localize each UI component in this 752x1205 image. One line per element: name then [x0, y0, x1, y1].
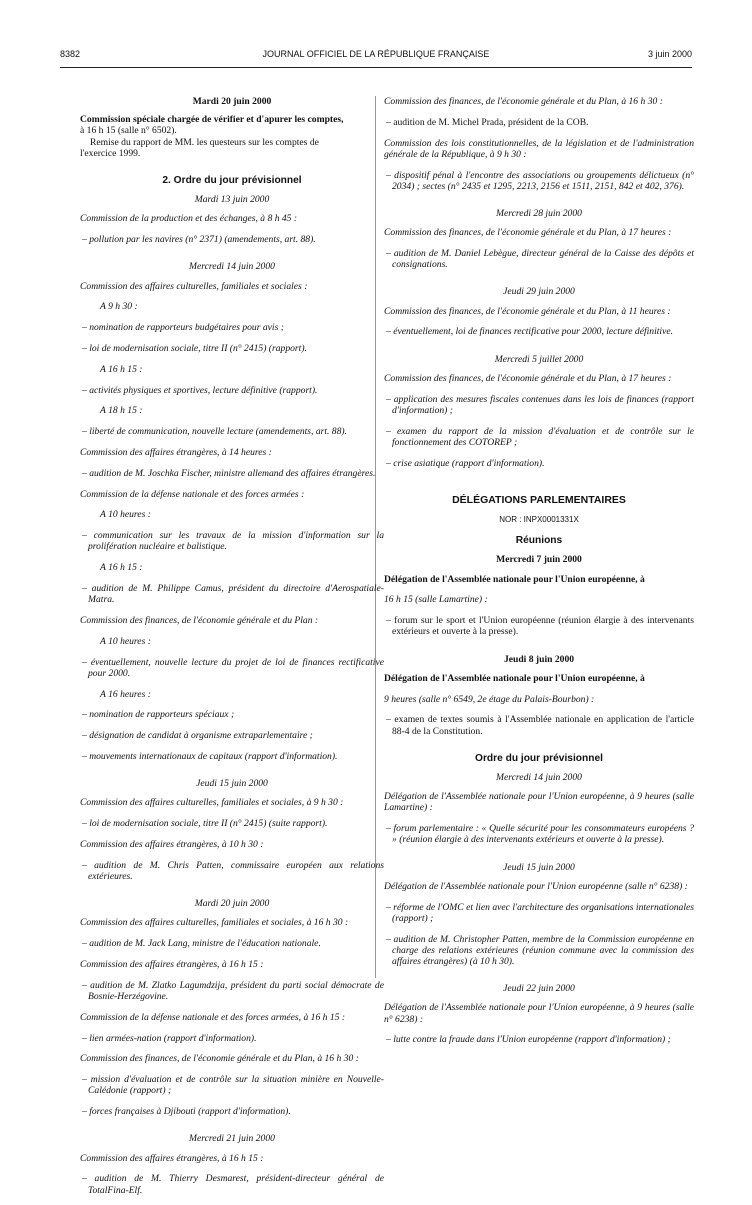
time-line: A 16 h 15 :: [100, 562, 143, 574]
agenda-item: – audition de M. Chris Patten, commissaire européen aux relations extérieures.: [82, 859, 384, 882]
right-column: [384, 96, 694, 1055]
time-line: A 16 heures :: [100, 688, 151, 700]
agenda-item: – désignation de candidat à organisme extraparlementaire ;: [82, 730, 313, 742]
delegation-line: Délégation de l'Assemblée nationale pour l'Union européenne, à 9 heures (salle n° 6238) :: [384, 1002, 694, 1025]
agenda-item: – dispositif pénal à l'encontre des associations ou groupements délictueux (n° 2034) ; sectes (n° 2435 et 1295, 2213, 2156 et 1511, 2151, 842 et 402, 376).: [386, 169, 694, 192]
commission-line: Commission de la production et des échanges, à 8 h 45 :: [80, 213, 298, 225]
agenda-item: – pollution par les navires (n° 2371) (amendements, art. 88).: [82, 234, 316, 246]
journal-title: JOURNAL OFFICIEL DE LA RÉPUBLIQUE FRANÇAISE: [262, 49, 490, 59]
agenda-item: – réforme de l'OMC et lien avec l'architecture des organisations internationales (rapport) ;: [386, 901, 694, 924]
time-line: A 10 heures :: [100, 635, 151, 647]
commission-line: Commission des affaires étrangères, à 16 h 15 :: [80, 958, 264, 970]
commission-line: Commission des finances, de l'économie générale et du Plan, à 11 heures :: [384, 305, 671, 317]
agenda-item: – crise asiatique (rapport d'information).: [386, 457, 545, 469]
agenda-item: – éventuellement, nouvelle lecture du projet de loi de finances rectificative pour 2000.: [82, 656, 384, 679]
date-heading: Mardi 20 juin 2000: [194, 898, 270, 910]
agenda-item: – activités physiques et sportives, lecture définitive (rapport).: [82, 384, 318, 396]
agenda-item: – loi de modernisation sociale, titre II (n° 2415) (suite rapport).: [82, 818, 328, 830]
agenda-item: – forces françaises à Djibouti (rapport d'information).: [82, 1106, 291, 1118]
agenda-item: – forum parlementaire : « Quelle sécurité pour les consommateurs européens ? » (réunion élargie à des intervenants extérieurs et ouverte à la presse).: [386, 823, 694, 846]
section-title: Ordre du jour prévisionnel: [475, 752, 603, 764]
agenda-item: – examen de textes soumis à l'Assemblée nationale en application de l'article 88-4 de la Constitution.: [386, 714, 694, 737]
body-text: Remise du rapport de MM. les questeurs sur les comptes de: [90, 136, 319, 148]
agenda-item: – loi de modernisation sociale, titre II (n° 2415) (rapport).: [82, 343, 307, 355]
time-line: A 10 heures :: [100, 509, 151, 521]
agenda-item: – mission d'évaluation et de contrôle sur la situation minière en Nouvelle-Calédonie (rapport) ;: [82, 1074, 384, 1097]
commission-line: Commission des affaires culturelles, familiales et sociales :: [80, 280, 308, 292]
commission-line: Commission des affaires étrangères, à 14 heures :: [80, 447, 272, 458]
date-heading: Mercredi 14 juin 2000: [496, 772, 582, 784]
delegation-time: 16 h 15 (salle Lamartine) :: [384, 594, 488, 606]
date-heading: Jeudi 22 juin 2000: [503, 983, 575, 995]
commission-line: Commission des finances, de l'économie générale et du Plan, à 16 h 30 :: [384, 96, 663, 107]
agenda-item: – audition de M. Zlatko Lagumdzija, président du parti social démocrate de Bosnie-Herzégovine.: [82, 979, 384, 1002]
body-text: l'exercice 1999.: [80, 147, 141, 159]
agenda-item: – lutte contre la fraude dans l'Union européenne (rapport d'information) ;: [386, 1034, 671, 1046]
time-line: A 9 h 30 :: [100, 301, 138, 313]
agenda-item: – audition de M. Thierry Desmarest, président-directeur général de TotalFina-Elf.: [82, 1173, 384, 1196]
time-line: A 18 h 15 :: [100, 405, 143, 417]
commission-line: Commission spéciale chargée de vérifier et d'apurer les comptes,: [80, 114, 344, 126]
date-heading: Jeudi 15 juin 2000: [196, 778, 268, 790]
date-heading: Mercredi 14 juin 2000: [189, 261, 275, 273]
page-header: [60, 49, 692, 68]
delegation-line: Délégation de l'Assemblée nationale pour l'Union européenne, à: [384, 672, 645, 684]
delegation-line: Délégation de l'Assemblée nationale pour l'Union européenne (salle n° 6238) :: [384, 880, 688, 892]
agenda-item: – mouvements internationaux de capitaux (rapport d'information).: [82, 750, 338, 762]
agenda-item: – application des mesures fiscales contenues dans les lois de finances (rapport d'information) ;: [386, 393, 694, 416]
page-number: 8382: [60, 49, 81, 59]
agenda-item: – audition de M. Michel Prada, président de la COB.: [386, 116, 589, 128]
issue-date: 3 juin 2000: [647, 49, 692, 59]
delegation-line: Délégation de l'Assemblée nationale pour l'Union européenne, à 9 heures (salle Lamartine) :: [384, 791, 694, 814]
left-column: [80, 96, 384, 1205]
agenda-item: – examen du rapport de la mission d'évaluation et de contrôle sur le fonctionnement des COTOREP ;: [386, 425, 694, 448]
delegation-time: 9 heures (salle n° 6549, 2e étage du Palais-Bourbon) :: [384, 693, 595, 705]
date-heading: Jeudi 8 juin 2000: [503, 653, 575, 665]
commission-line: Commission des finances, de l'économie générale et du Plan, à 16 h 30 :: [80, 1053, 359, 1065]
date-heading: Mercredi 7 juin 2000: [496, 554, 582, 566]
agenda-item: – audition de M. Joschka Fischer, ministre allemand des affaires étrangères.: [82, 467, 376, 479]
commission-line: Commission de la défense nationale et des forces armées :: [80, 488, 305, 500]
date-heading: Mardi 13 juin 2000: [194, 194, 270, 206]
agenda-item: – nomination de rapporteurs spéciaux ;: [82, 709, 235, 721]
agenda-item: – audition de M. Christopher Patten, membre de la Commission européenne en charge des relations extérieures (réunion commune avec la commission des affaires étrangères) (à 10 h 30).: [386, 933, 694, 968]
time-line: A 16 h 15 :: [100, 363, 143, 375]
agenda-item: – liberté de communication, nouvelle lecture (amendements, art. 88).: [82, 426, 347, 438]
date-heading: Jeudi 15 juin 2000: [503, 861, 575, 873]
section-title: DÉLÉGATIONS PARLEMENTAIRES: [452, 493, 626, 506]
commission-time: à 16 h 15 (salle n° 6502).: [80, 125, 177, 137]
commission-line: Commission des affaires étrangères, à 16 h 15 :: [80, 1152, 264, 1164]
commission-line: Commission des lois constitutionnelles, de la législation et de l'administration générale de la République, à 9 h 30 :: [384, 137, 694, 160]
date-heading: Jeudi 29 juin 2000: [503, 286, 575, 298]
agenda-item: – audition de M. Jack Lang, ministre de l'éducation nationale.: [82, 938, 321, 950]
agenda-item: – lien armées-nation (rapport d'information).: [82, 1032, 257, 1044]
date-heading: Mercredi 28 juin 2000: [496, 208, 582, 219]
agenda-item: – nomination de rapporteurs budgétaires pour avis ;: [82, 322, 284, 334]
section-title: 2. Ordre du jour prévisionnel: [162, 175, 302, 187]
agenda-item: – communication sur les travaux de la mission d'information sur la prolifération nucléaire et balistique.: [82, 530, 384, 553]
agenda-item: – forum sur le sport et l'Union européenne (réunion élargie à des intervenants extérieurs et ouverte à la presse).: [386, 615, 694, 638]
commission-line: Commission des finances, de l'économie générale et du Plan, à 17 heures :: [384, 372, 672, 384]
agenda-item: – audition de M. Philippe Camus, président du directoire d'Aerospatiale-Matra.: [82, 582, 384, 606]
section-title: Réunions: [515, 535, 563, 547]
date-heading: Mercredi 21 juin 2000: [189, 1133, 275, 1145]
commission-line: Commission de la défense nationale et des forces armées, à 16 h 15 :: [80, 1011, 346, 1023]
delegation-line: Délégation de l'Assemblée nationale pour l'Union européenne, à: [384, 573, 645, 585]
commission-line: Commission des affaires culturelles, familiales et sociales, à 9 h 30 :: [80, 797, 344, 809]
agenda-item: – éventuellement, loi de finances rectificative pour 2000, lecture définitive.: [386, 326, 674, 338]
date-heading: Mercredi 5 juillet 2000: [494, 353, 584, 365]
agenda-item: – audition de M. Daniel Lebègue, directeur général de la Caisse des dépôts et consignations.: [386, 248, 694, 271]
commission-line: Commission des affaires étrangères, à 10 h 30 :: [80, 838, 264, 850]
commission-line: Commission des affaires culturelles, familiales et sociales, à 16 h 30 :: [80, 917, 349, 929]
commission-line: Commission des finances, de l'économie générale et du Plan :: [80, 614, 319, 626]
commission-line: Commission des finances, de l'économie générale et du Plan, à 17 heures :: [384, 227, 672, 239]
date-heading: Mardi 20 juin 2000: [192, 96, 272, 107]
nor-reference: NOR : INPX0001331X: [499, 515, 579, 525]
